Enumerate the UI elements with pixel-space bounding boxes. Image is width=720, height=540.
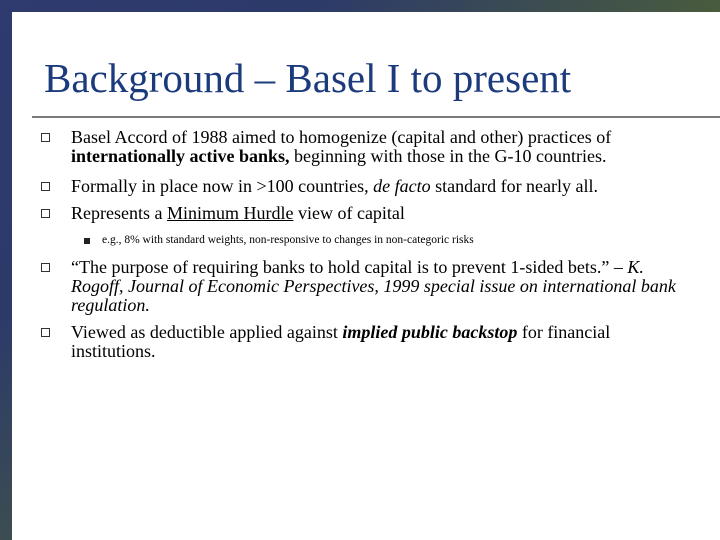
bullet-text: Represents a — [71, 203, 167, 223]
bullet-text: “The purpose of requiring banks to hold capital is to prevent 1-sided bets.” — [71, 257, 614, 277]
bullet-rogoff-quote — [71, 258, 691, 315]
hollow-square-bullet-icon — [41, 263, 50, 272]
bullet-basel-accord — [71, 128, 691, 166]
bullet-text: beginning with those in the G-10 countries. — [289, 146, 607, 166]
bullet-bold-italic-text — [342, 322, 517, 342]
filled-square-bullet-icon — [84, 238, 90, 244]
slide-title: Background – Basel I to present — [44, 55, 572, 101]
hollow-square-bullet-icon — [41, 133, 50, 142]
hollow-square-bullet-icon — [41, 209, 50, 218]
sub-bullet-example: e.g., 8% with standard weights, non-responsive to changes in non-categoric risks — [102, 234, 474, 246]
bullet-italic-text: de facto — [373, 176, 431, 196]
hollow-square-bullet-icon — [41, 182, 50, 191]
bullet-deductible — [71, 323, 691, 361]
bullet-bold-text: internationally active banks, — [71, 146, 290, 166]
hollow-square-bullet-icon — [41, 328, 50, 337]
bullet-text: Formally in place now in >100 countries, — [71, 176, 374, 196]
bullet-formally-in-place — [71, 177, 691, 196]
bullet-text: Basel Accord of 1988 aimed to homogenize (capital and other) practices of — [71, 127, 612, 147]
bullet-text: Viewed as deductible applied against — [71, 322, 343, 342]
bullet-italic-inner: implied public backstop — [342, 322, 518, 342]
bullet-text: view of capital — [293, 203, 405, 223]
title-divider — [32, 116, 720, 118]
bullet-italic-citation: – K. Rogoff, Journal of Economic Perspectives, 1999 special issue on international bank regulation. — [71, 257, 676, 315]
bullet-underlined-text: Minimum Hurdle — [166, 203, 294, 223]
bullet-text: standard for nearly all. — [430, 176, 599, 196]
bullet-minimum-hurdle — [71, 204, 691, 223]
bullet-text: for financial institutions. — [71, 322, 611, 361]
